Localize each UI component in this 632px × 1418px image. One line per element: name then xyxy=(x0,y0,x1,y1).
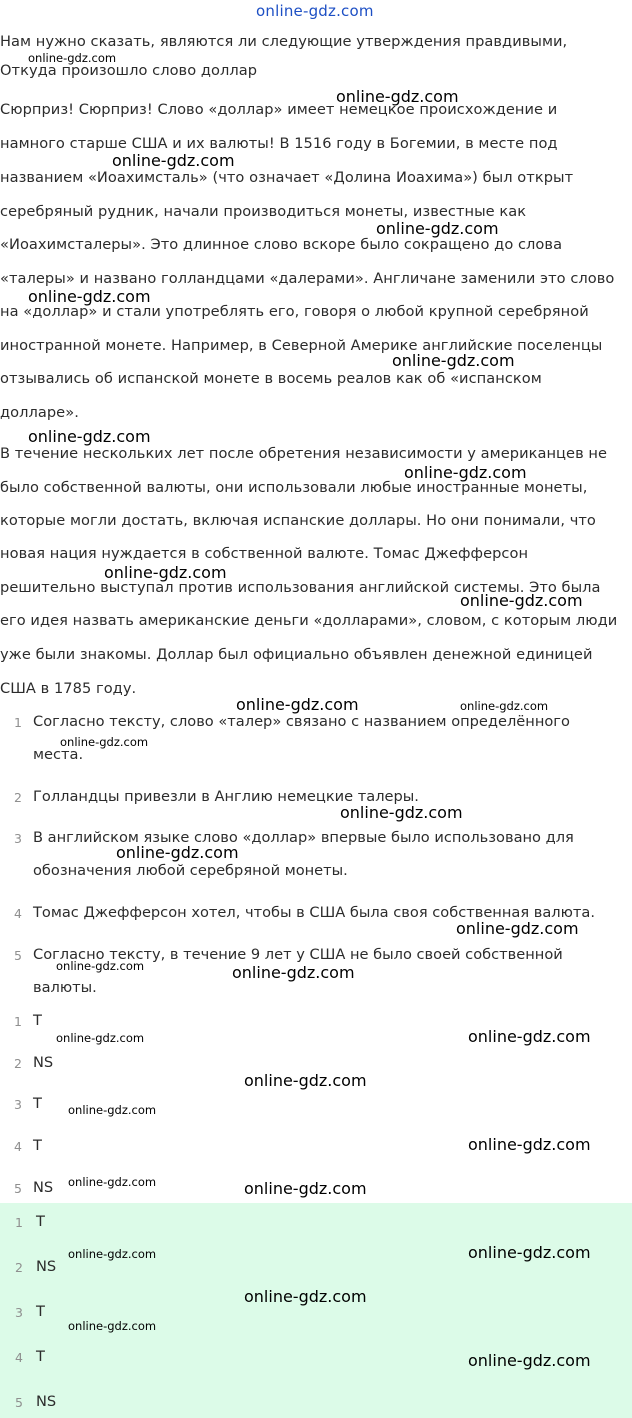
answer-value: NS xyxy=(36,1258,57,1275)
passage-line: было собственной валюты, они использовали любые иностранные монеты, xyxy=(0,479,588,496)
passage-line: США в 1785 году. xyxy=(0,680,137,697)
answer-number: 2 xyxy=(15,1260,23,1275)
passage-line: намного старше США и их валюты! В 1516 году в Богемии, в месте под xyxy=(0,135,558,152)
watermark: online-gdz.com xyxy=(244,1071,367,1090)
answer-value: T xyxy=(36,1303,45,1320)
watermark: online-gdz.com xyxy=(468,1135,591,1154)
passage-line: отзывались об испанской монете в восемь реалов как об «испанском xyxy=(0,370,542,387)
statement-number: 4 xyxy=(14,906,22,921)
passage-line: «талеры» и названо голландцами «далерами». Англичане заменили это слово xyxy=(0,270,615,287)
statement-text: обозначения любой серебряной монеты. xyxy=(33,862,348,879)
watermark: online-gdz.com xyxy=(56,1031,145,1045)
statement-text: Голландцы привезли в Англию немецкие талеры. xyxy=(33,788,419,805)
answer-number: 4 xyxy=(14,1139,22,1154)
answer-value: T xyxy=(36,1213,45,1230)
watermark: online-gdz.com xyxy=(232,963,355,982)
answer-value: NS xyxy=(33,1179,54,1196)
watermark: online-gdz.com xyxy=(56,959,145,973)
watermark: online-gdz.com xyxy=(404,463,527,482)
passage-line: иностранной монете. Например, в Северной Америке английские поселенцы xyxy=(0,337,603,354)
passage-line: которые могли достать, включая испанские доллары. Но они понимали, что xyxy=(0,512,596,529)
passage-line: его идея назвать американские деньги «долларами», словом, с которым люди xyxy=(0,612,618,629)
passage-line: В течение нескольких лет после обретения независимости у американцев не xyxy=(0,445,608,462)
answer-number: 1 xyxy=(15,1215,23,1230)
watermark: online-gdz.com xyxy=(460,591,583,610)
passage-line: новая нация нуждается в собственной валюте. Томас Джефферсон xyxy=(0,545,529,562)
watermark: online-gdz.com xyxy=(68,1247,157,1261)
watermark: online-gdz.com xyxy=(68,1103,157,1117)
watermark: online-gdz.com xyxy=(68,1175,157,1189)
watermark: online-gdz.com xyxy=(456,919,579,938)
watermark: online-gdz.com xyxy=(60,735,149,749)
answer-value: T xyxy=(36,1348,45,1365)
watermark: online-gdz.com xyxy=(236,695,359,714)
answer-number: 3 xyxy=(14,1097,22,1112)
passage-line: названием «Иоахимсталь» (что означает «Долина Иоахима») был открыт xyxy=(0,169,574,186)
passage-line: уже были знакомы. Доллар был официально объявлен денежной единицей xyxy=(0,646,593,663)
answer-value: NS xyxy=(33,1054,54,1071)
watermark: online-gdz.com xyxy=(116,843,239,862)
answer-number: 4 xyxy=(15,1350,23,1365)
statement-text: места. xyxy=(33,746,84,763)
site-header-link[interactable]: online-gdz.com xyxy=(256,2,374,20)
answer-value: T xyxy=(33,1137,42,1154)
passage-line: Сюрприз! Сюрприз! Слово «доллар» имеет немецкое происхождение и xyxy=(0,101,558,118)
correct-answers-panel xyxy=(0,1203,632,1418)
passage-line: решительно выступал против использования английской системы. Это была xyxy=(0,579,601,596)
watermark: online-gdz.com xyxy=(104,563,227,582)
answer-value: T xyxy=(33,1012,42,1029)
watermark: online-gdz.com xyxy=(340,803,463,822)
watermark: online-gdz.com xyxy=(336,87,459,106)
statement-text: валюты. xyxy=(33,979,97,996)
answer-number: 5 xyxy=(14,1181,22,1196)
answer-value: T xyxy=(33,1095,42,1112)
answer-number: 5 xyxy=(15,1395,23,1410)
statement-text: В английском языке слово «доллар» впервые было использовано для xyxy=(33,829,574,846)
watermark: online-gdz.com xyxy=(28,287,151,306)
instruction-text: Нам нужно сказать, являются ли следующие утверждения правдивыми, xyxy=(0,33,568,50)
statement-text: Согласно тексту, в течение 9 лет у США не было своей собственной xyxy=(33,946,563,963)
answer-number: 1 xyxy=(14,1014,22,1029)
statement-number: 5 xyxy=(14,948,22,963)
passage-line: долларе». xyxy=(0,404,79,421)
passage-line: серебряный рудник, начали производиться монеты, известные как xyxy=(0,203,527,220)
watermark: online-gdz.com xyxy=(468,1351,591,1370)
watermark: online-gdz.com xyxy=(376,219,499,238)
answer-number: 3 xyxy=(15,1305,23,1320)
statement-text: Томас Джефферсон хотел, чтобы в США была своя собственная валюта. xyxy=(33,904,595,921)
watermark: online-gdz.com xyxy=(244,1287,367,1306)
watermark: online-gdz.com xyxy=(28,51,117,65)
watermark: online-gdz.com xyxy=(468,1027,591,1046)
passage-line: на «доллар» и стали употреблять его, говоря о любой крупной серебряной xyxy=(0,303,589,320)
watermark: online-gdz.com xyxy=(112,151,235,170)
statement-number: 3 xyxy=(14,831,22,846)
watermark: online-gdz.com xyxy=(468,1243,591,1262)
watermark: online-gdz.com xyxy=(28,427,151,446)
watermark: online-gdz.com xyxy=(244,1179,367,1198)
statement-number: 1 xyxy=(14,715,22,730)
passage-line: «Иоахимсталеры». Это длинное слово вскоре было сокращено до слова xyxy=(0,236,563,253)
watermark: online-gdz.com xyxy=(460,699,549,713)
answer-value: NS xyxy=(36,1393,57,1410)
watermark: online-gdz.com xyxy=(68,1319,157,1333)
passage-title: Откуда произошло слово доллар xyxy=(0,62,258,79)
statement-number: 2 xyxy=(14,790,22,805)
answer-number: 2 xyxy=(14,1056,22,1071)
statement-text: Согласно тексту, слово «талер» связано с названием определённого xyxy=(33,713,570,730)
watermark: online-gdz.com xyxy=(392,351,515,370)
